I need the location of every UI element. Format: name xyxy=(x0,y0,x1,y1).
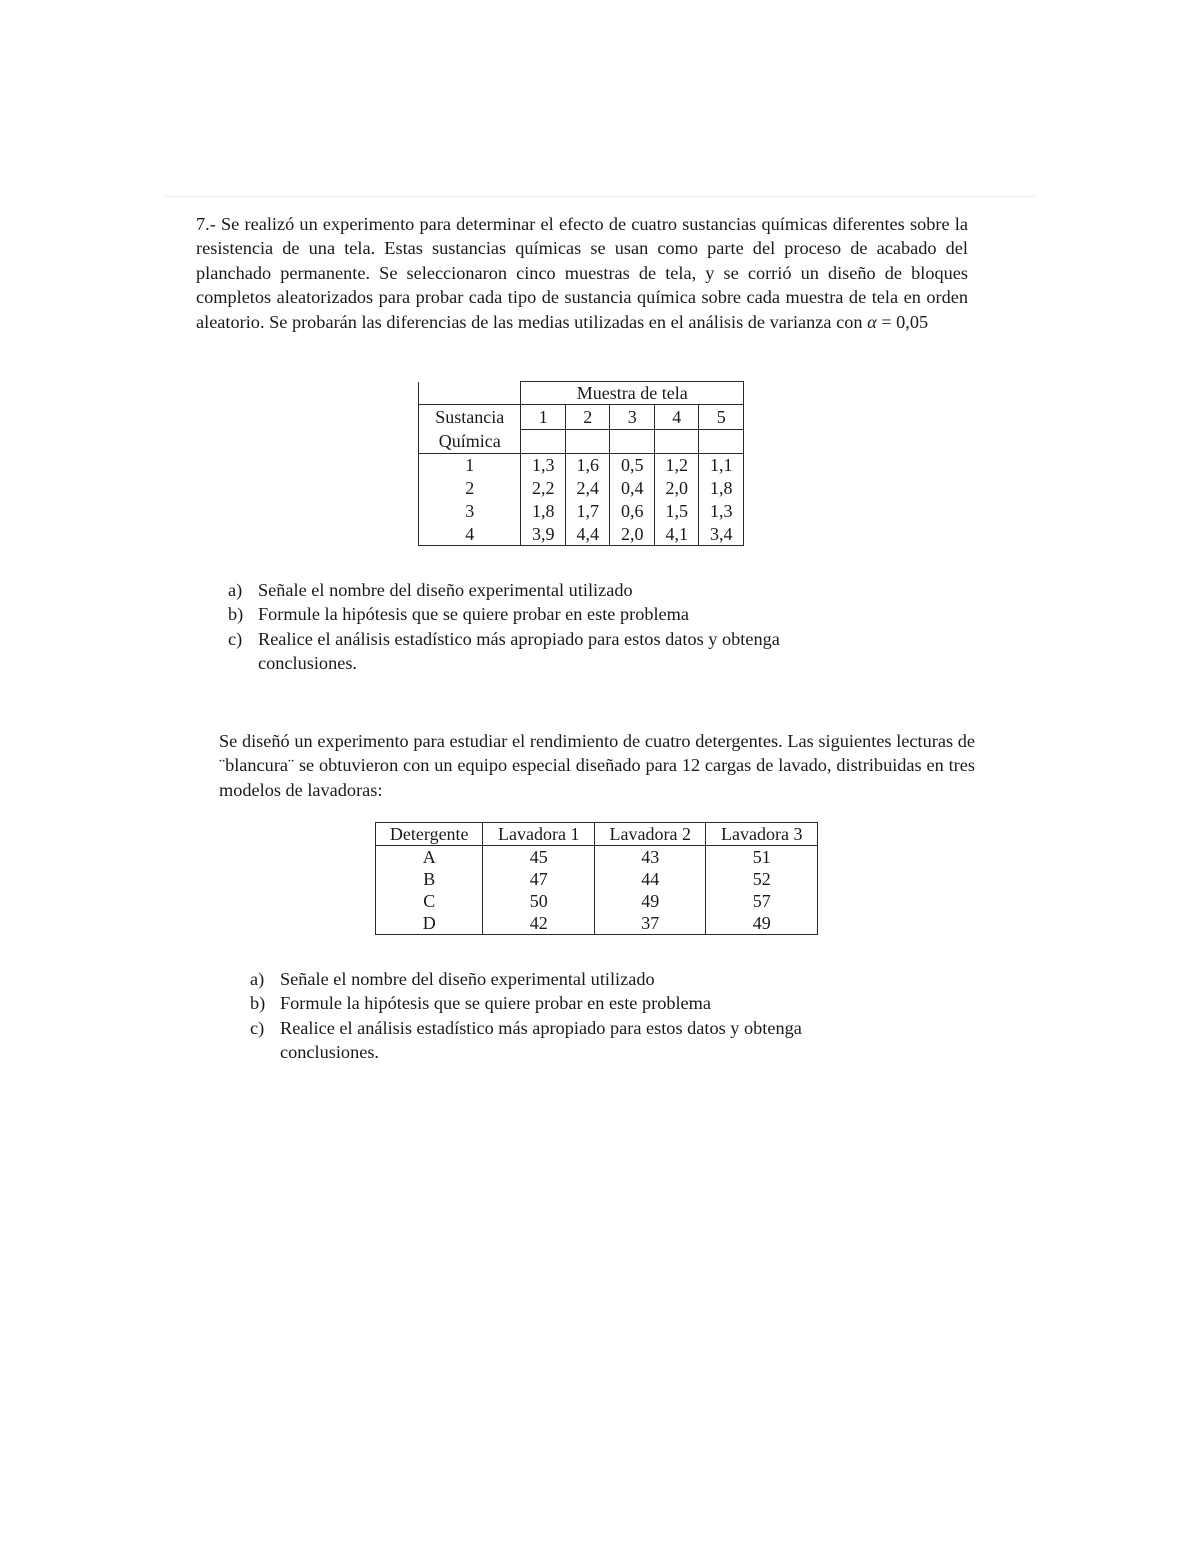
header-spacer-cell xyxy=(610,429,655,454)
data-cell: 2,2 xyxy=(521,477,566,500)
alpha-symbol: α xyxy=(867,311,877,332)
row-label-cell: 3 xyxy=(419,500,521,523)
data-cell: 1,8 xyxy=(699,477,744,500)
detergent-whiteness-table xyxy=(375,822,818,935)
data-cell: 1,3 xyxy=(521,454,566,477)
alpha-value: = 0,05 xyxy=(876,311,929,332)
list-marker: c) xyxy=(228,628,243,649)
row-header-line1: Sustancia xyxy=(435,407,505,427)
column-header-cell: Detergente xyxy=(376,823,483,846)
data-cell: 49 xyxy=(706,912,818,935)
table-row xyxy=(419,523,744,546)
question-text: Formule la hipótesis que se quiere probar en este problema xyxy=(258,604,690,625)
table-row xyxy=(376,868,818,890)
problem2-statement: Se diseñó un experimento para estudiar el rendimiento de cuatro detergentes. Las siguientes lecturas de ¨blancura¨ se obtuvieron con un equipo especial diseñado para 12 cargas de lavado, distribuidas en tres modelos de lavadoras: xyxy=(219,731,975,800)
data-cell: 1,2 xyxy=(654,454,699,477)
table-row xyxy=(419,500,744,523)
problem1-statement xyxy=(196,212,968,334)
list-item xyxy=(250,991,890,1015)
group-header-cell: Muestra de tela xyxy=(521,382,744,405)
row-label-cell: 1 xyxy=(419,454,521,477)
row-label-cell: 2 xyxy=(419,477,521,500)
page-top-divider xyxy=(165,196,1035,197)
data-cell: 2,0 xyxy=(610,523,655,546)
table-header-row xyxy=(419,382,744,405)
data-cell: 1,5 xyxy=(654,500,699,523)
row-header-cell xyxy=(419,405,521,454)
data-cell: 1,3 xyxy=(699,500,744,523)
data-cell: 1,1 xyxy=(699,454,744,477)
column-header-cell: 2 xyxy=(565,405,610,430)
data-cell: 51 xyxy=(706,846,818,869)
column-header-cell: 3 xyxy=(610,405,655,430)
header-spacer-cell xyxy=(565,429,610,454)
row-label-cell: B xyxy=(376,868,483,890)
column-header-cell: Lavadora 3 xyxy=(706,823,818,846)
question-text: Realice el análisis estadístico más apropiado para estos datos y obtenga conclusiones. xyxy=(280,1017,802,1062)
table-row xyxy=(419,454,744,477)
data-cell: 4,1 xyxy=(654,523,699,546)
data-cell: 50 xyxy=(483,890,595,912)
fabric-resistance-table xyxy=(418,381,744,546)
data-cell: 4,4 xyxy=(565,523,610,546)
column-header-cell: Lavadora 1 xyxy=(483,823,595,846)
row-label-cell: 4 xyxy=(419,523,521,546)
data-cell: 37 xyxy=(594,912,706,935)
header-spacer-cell xyxy=(521,429,566,454)
list-marker: a) xyxy=(228,580,243,600)
data-cell: 47 xyxy=(483,868,595,890)
data-cell: 52 xyxy=(706,868,818,890)
data-cell: 45 xyxy=(483,846,595,869)
data-cell: 3,9 xyxy=(521,523,566,546)
list-item xyxy=(250,967,890,991)
data-cell: 2,4 xyxy=(565,477,610,500)
column-header-cell: Lavadora 2 xyxy=(594,823,706,846)
table-row xyxy=(419,477,744,500)
list-marker: c) xyxy=(250,1017,265,1038)
problem2-questions xyxy=(250,967,890,1064)
row-label-cell: A xyxy=(376,846,483,869)
question-text: Realice el análisis estadístico más apropiado para estos datos y obtenga conclusiones. xyxy=(258,628,780,673)
row-label-cell: D xyxy=(376,912,483,935)
row-label-cell: C xyxy=(376,890,483,912)
question-text: Formule la hipótesis que se quiere probar en este problema xyxy=(280,993,712,1014)
list-item xyxy=(228,578,868,602)
data-cell: 57 xyxy=(706,890,818,912)
list-item xyxy=(228,602,868,626)
problem1-text: 7.- Se realizó un experimento para determinar el efecto de cuatro sustancias químicas diferentes sobre la resistencia de una tela. Estas sustancias químicas se usan como parte del proceso de acabado del planchado permanente. Se seleccionaron cinco muestras de tela, y se corrió un diseño de bloques completos aleatorizados para probar cada tipo de sustancia química sobre cada muestra de tela en orden aleatorio. Se probarán las diferencias de las medias utilizadas en el análisis de varianza con xyxy=(196,214,968,332)
header-spacer-cell xyxy=(699,429,744,454)
table-row xyxy=(376,912,818,935)
column-header-cell: 5 xyxy=(699,405,744,430)
data-cell: 0,5 xyxy=(610,454,655,477)
data-cell: 1,6 xyxy=(565,454,610,477)
table-corner-cell xyxy=(419,382,521,405)
question-text: Señale el nombre del diseño experimental utilizado xyxy=(280,969,655,989)
header-spacer-cell xyxy=(654,429,699,454)
data-cell: 1,8 xyxy=(521,500,566,523)
data-cell: 43 xyxy=(594,846,706,869)
table-row xyxy=(376,890,818,912)
list-marker: a) xyxy=(250,969,265,989)
data-cell: 0,6 xyxy=(610,500,655,523)
column-header-cell: 1 xyxy=(521,405,566,430)
row-header-line2: Química xyxy=(438,431,501,451)
data-cell: 2,0 xyxy=(654,477,699,500)
table-row xyxy=(376,846,818,869)
data-cell: 44 xyxy=(594,868,706,890)
question-text: Señale el nombre del diseño experimental utilizado xyxy=(258,580,633,600)
list-marker: b) xyxy=(250,993,266,1014)
list-marker: b) xyxy=(228,604,244,625)
list-item xyxy=(250,1016,890,1065)
data-cell: 1,7 xyxy=(565,500,610,523)
table-header-row xyxy=(419,405,744,430)
column-header-cell: 4 xyxy=(654,405,699,430)
data-cell: 0,4 xyxy=(610,477,655,500)
data-cell: 42 xyxy=(483,912,595,935)
data-cell: 3,4 xyxy=(699,523,744,546)
data-cell: 49 xyxy=(594,890,706,912)
list-item xyxy=(228,627,868,676)
problem1-questions xyxy=(228,578,868,675)
table-header-row xyxy=(376,823,818,846)
